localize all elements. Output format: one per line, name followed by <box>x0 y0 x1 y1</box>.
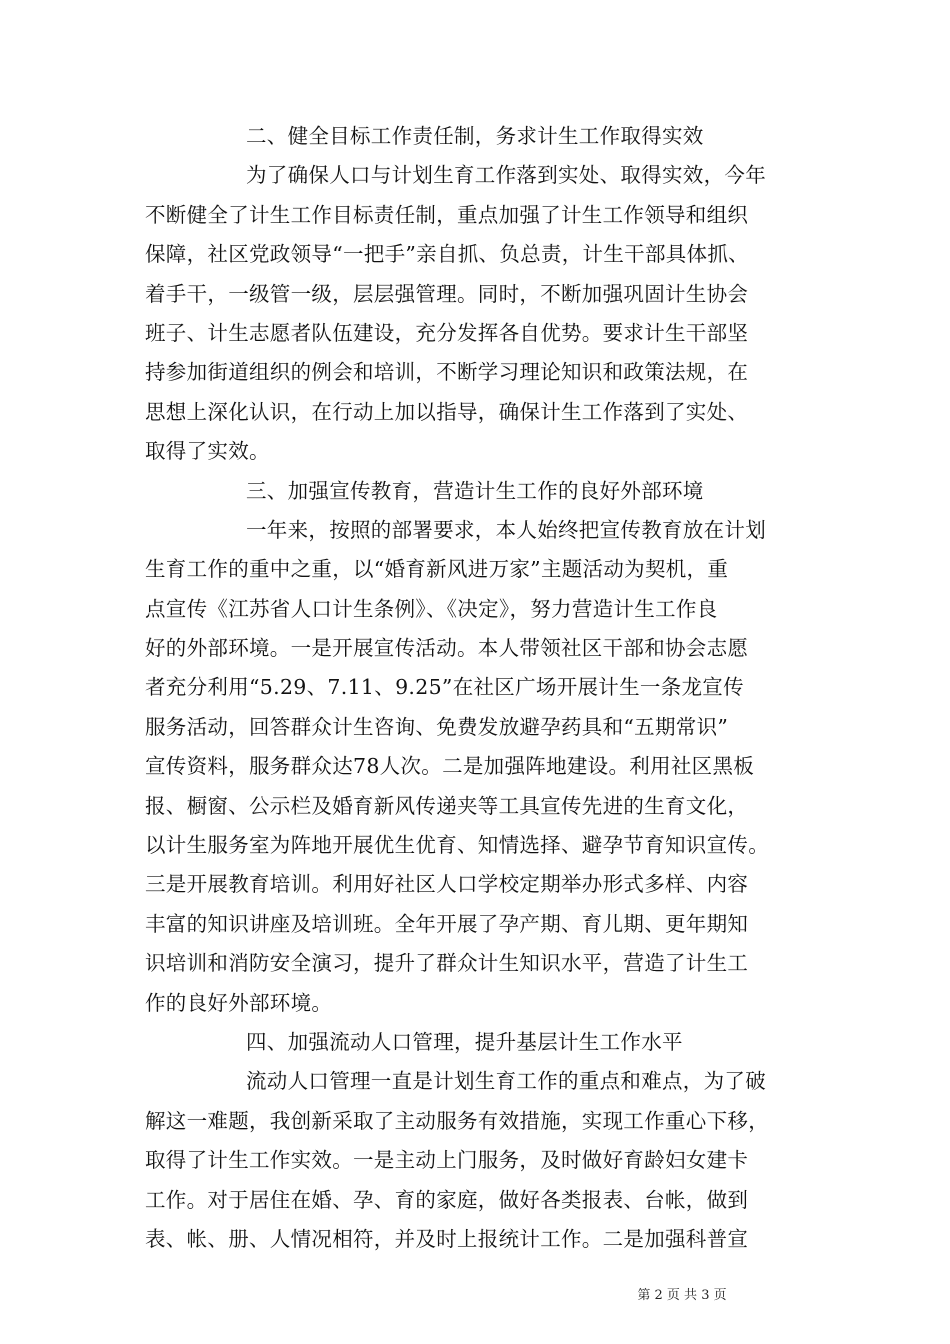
paragraph-start-line: 三、加强宣传教育，营造计生工作的良好外部环境 <box>246 478 704 503</box>
paragraph-start-line: 四、加强流动人口管理，提升基层计生工作水平 <box>246 1029 683 1054</box>
text-line: 报、橱窗、公示栏及婚育新风传递夹等工具宣传先进的生育文化， <box>145 793 749 818</box>
text-line: 解这一难题，我创新采取了主动服务有效措施，实现工作重心下移， <box>145 1108 769 1133</box>
text-line: 识培训和消防安全演习，提升了群众计生知识水平，营造了计生工 <box>145 951 749 976</box>
text-line: 取得了计生工作实效。一是主动上门服务，及时做好育龄妇女建卡 <box>145 1148 749 1173</box>
text-line: 班子、计生志愿者队伍建设，充分发挥各自优势。要求计生干部坚 <box>145 320 749 345</box>
text-line: 点宣传《江苏省人口计生条例》、《决定》，努力营造计生工作良 <box>145 596 718 621</box>
text-line: 保障，社区党政领导“一把手”亲自抓、负总责，计生干部具体抓、 <box>145 242 749 267</box>
page-footer <box>0 1284 950 1303</box>
text-line: 作的良好外部环境。 <box>145 990 333 1015</box>
paragraph-start-line: 一年来，按照的部署要求，本人始终把宣传教育放在计划 <box>246 517 766 542</box>
paragraph-start-line: 为了确保人口与计划生育工作落到实处、取得实效，今年 <box>246 163 766 188</box>
text-line: 思想上深化认识，在行动上加以指导，确保计生工作落到了实处、 <box>145 399 749 424</box>
text-line: 三是开展教育培训。利用好社区人口学校定期举办形式多样、内容 <box>145 872 749 897</box>
text-line: 持参加街道组织的例会和培训，不断学习理论知识和政策法规，在 <box>145 360 749 385</box>
text-line: 取得了实效。 <box>145 439 270 464</box>
paragraph-start-line: 流动人口管理一直是计划生育工作的重点和难点，为了破 <box>246 1069 766 1094</box>
text-line: 宣传资料，服务群众达78人次。二是加强阵地建设。利用社区黑板 <box>145 754 755 779</box>
text-line: 丰富的知识讲座及培训班。全年开展了孕产期、育儿期、更年期知 <box>145 911 749 936</box>
document-body <box>145 117 825 1259</box>
text-line: 好的外部环境。一是开展宣传活动。本人带领社区干部和协会志愿 <box>145 636 749 661</box>
text-line: 生育工作的重中之重，以“婚育新风进万家”主题活动为契机，重 <box>145 557 729 582</box>
text-line: 以计生服务室为阵地开展优生优育、知情选择、避孕节育知识宣传。 <box>145 833 769 858</box>
page-number: 第 2 页 共 3 页 <box>637 1288 727 1303</box>
text-line: 表、帐、册、人情况相符，并及时上报统计工作。二是加强科普宣 <box>145 1226 749 1251</box>
text-line: 工作。对于居住在婚、孕、育的家庭，做好各类报表、台帐，做到 <box>145 1187 749 1212</box>
text-line: 着手干，一级管一级，层层强管理。同时，不断加强巩固计生协会 <box>145 281 749 306</box>
text-line: 者充分利用“5.29、7.11、9.25”在社区广场开展计生一条龙宣传 <box>145 675 744 700</box>
text-line: 服务活动，回答群众计生咨询、免费发放避孕药具和“五期常识” <box>145 714 729 739</box>
text-line: 不断健全了计生工作目标责任制，重点加强了计生工作领导和组织 <box>145 202 749 227</box>
paragraph-start-line: 二、健全目标工作责任制，务求计生工作取得实效 <box>246 124 704 148</box>
